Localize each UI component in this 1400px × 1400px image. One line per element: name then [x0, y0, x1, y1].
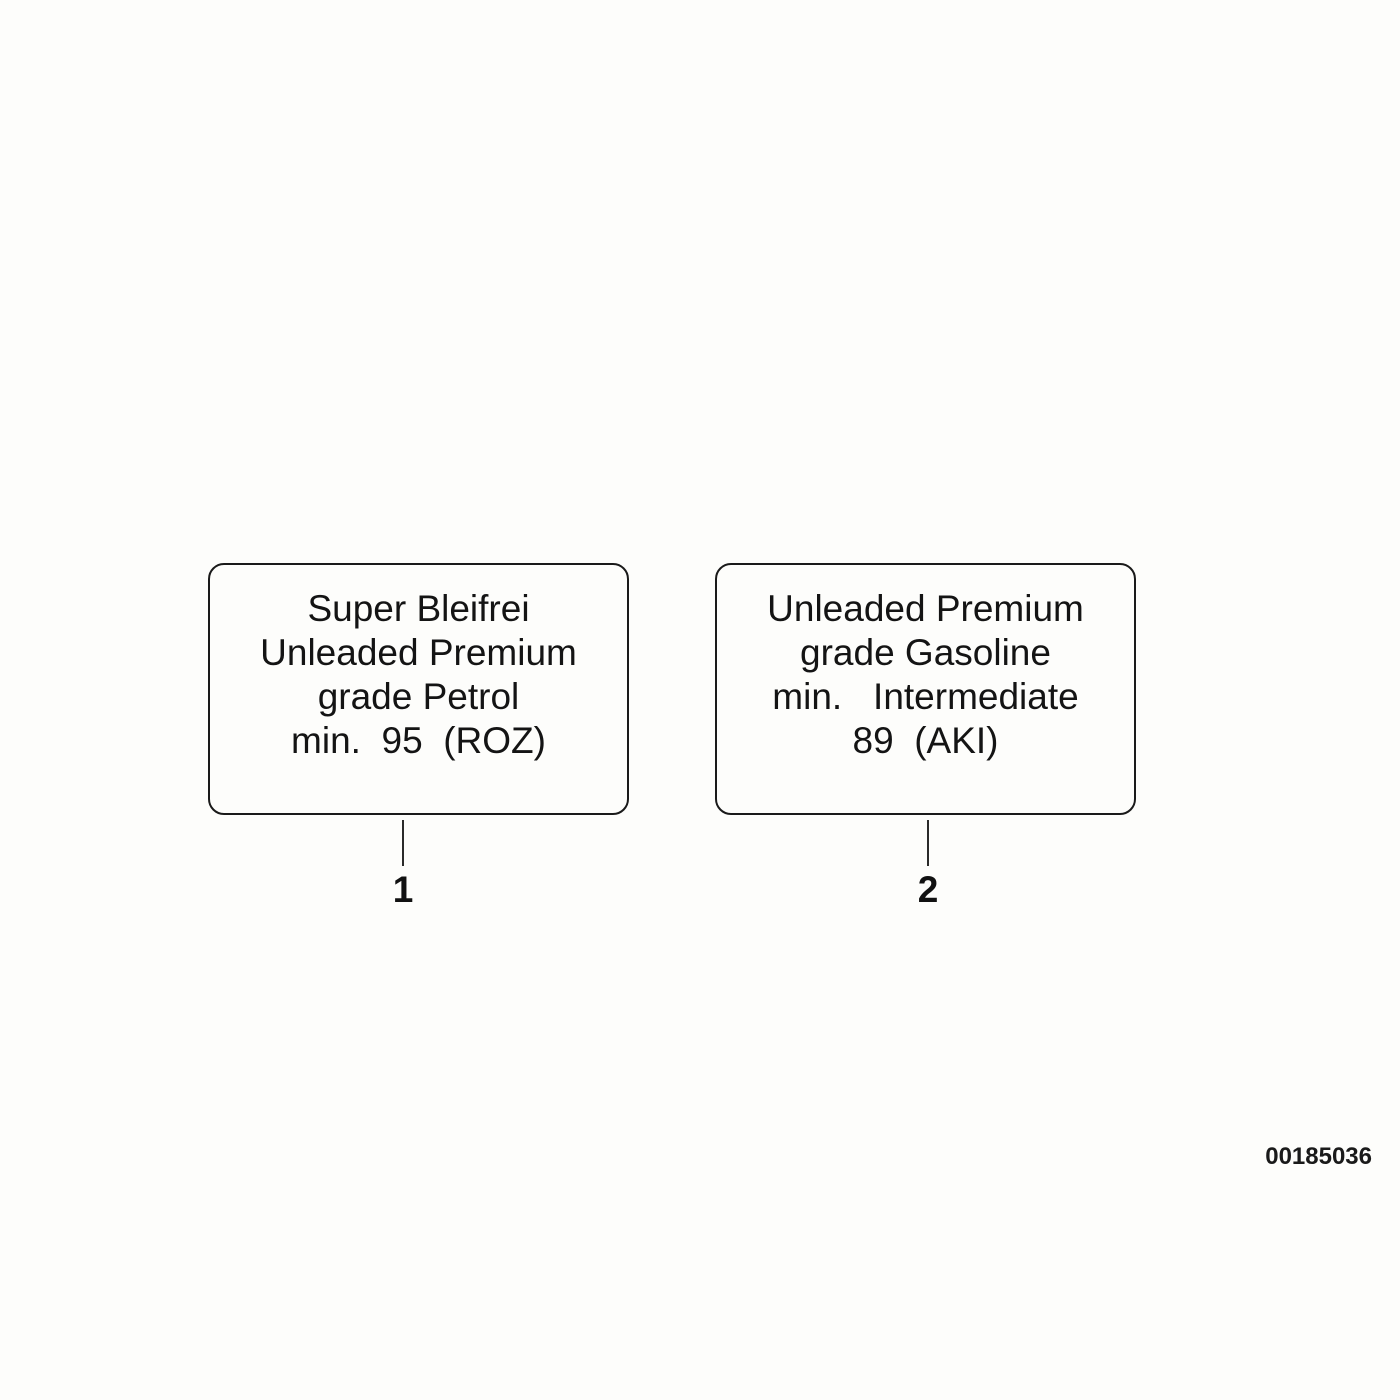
callout-leader-line-2 [927, 820, 929, 866]
fuel-label-2-line-3: min. Intermediate [772, 676, 1079, 717]
fuel-label-1-line-4: min. 95 (ROZ) [291, 720, 546, 761]
diagram-reference-number: 00185036 [1265, 1143, 1372, 1170]
fuel-label-1-line-2: Unleaded Premium [260, 632, 577, 673]
fuel-label-1-line-3: grade Petrol [317, 676, 520, 717]
fuel-label-2 [715, 563, 1136, 815]
fuel-label-2-line-4: 89 (AKI) [852, 720, 999, 761]
fuel-label-1-line-1: Super Bleifrei [307, 588, 530, 629]
fuel-label-1 [208, 563, 629, 815]
fuel-label-2-line-1: Unleaded Premium [767, 588, 1084, 629]
callout-number-1: 1 [392, 869, 414, 910]
callout-number-2: 2 [917, 869, 939, 910]
callout-leader-line-1 [402, 820, 404, 866]
fuel-label-2-line-2: grade Gasoline [800, 632, 1051, 673]
